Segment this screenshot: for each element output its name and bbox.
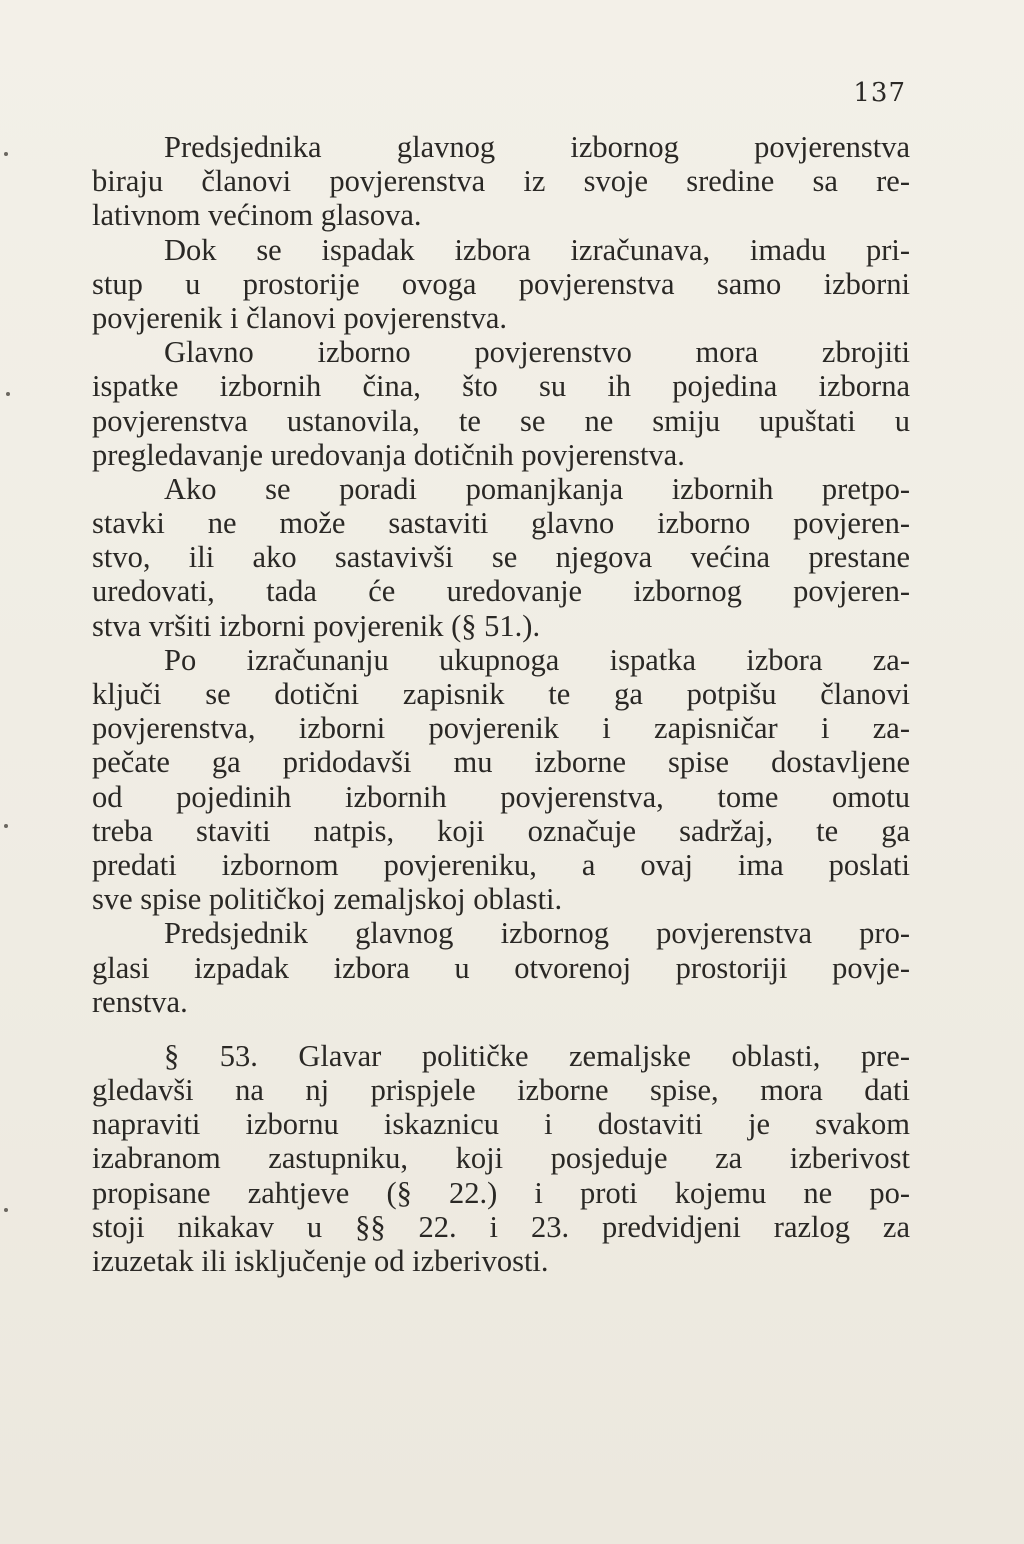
text-line: stva vršiti izborni povjerenik (§ 51.).: [92, 608, 541, 643]
paragraph: [92, 643, 910, 917]
text-line: povjerenstva ustanovila, te se ne smiju upuštati u: [92, 403, 910, 438]
text-line: pregledavanje uredovanja dotičnih povjerenstva.: [92, 437, 685, 472]
page-number: 137: [853, 78, 906, 108]
text-line: propisane zahtjeve (§ 22.) i proti kojemu ne po-: [92, 1175, 910, 1210]
text-line: Dok se ispadak izbora izračunava, imadu pri-: [164, 232, 910, 267]
text-line: Predsjednika glavnog izbornog povjerenstva: [164, 130, 910, 164]
text-line: biraju članovi povjerenstva iz svoje sredine sa re-: [92, 164, 910, 199]
text-line: stvo, ili ako sastavivši se njegova većina prestane: [92, 540, 910, 575]
paragraph: [92, 130, 910, 233]
text-line: napraviti izbornu iskaznicu i dostaviti je svakom: [92, 1107, 910, 1142]
text-line: povjerenstva, izborni povjerenik i zapisničar i za-: [92, 711, 910, 746]
section-paragraph: [92, 1039, 910, 1278]
margin-mark: [4, 824, 8, 828]
text-line: ispatke izbornih čina, što su ih pojedina izborna: [92, 369, 910, 404]
text-line: renstva.: [92, 984, 188, 1019]
text-line: Ako se poradi pomanjkanja izbornih pretpo-: [164, 471, 910, 506]
text-line: izuzetak ili isključenje od izberivosti.: [92, 1244, 549, 1278]
text-line: ključi se dotični zapisnik te ga potpišu članovi: [92, 677, 910, 711]
body-text: [92, 130, 910, 1278]
text-line: Po izračunanju ukupnoga ispatka izbora za-: [164, 642, 910, 677]
paragraph: [92, 335, 910, 472]
text-line: stavki ne može sastaviti glavno izborno povjeren-: [92, 506, 910, 541]
margin-mark: [4, 152, 8, 156]
text-line: gledavši na nj prispjele izborne spise, mora dati: [92, 1073, 910, 1108]
text-line: glasi izpadak izbora u otvorenoj prostoriji povje-: [92, 950, 910, 985]
paragraph: [92, 916, 910, 1019]
text-line: Glavno izborno povjerenstvo mora zbrojiti: [164, 335, 910, 370]
text-line: pečate ga pridodavši mu izborne spise dostavljene: [92, 745, 910, 780]
text-line: od pojedinih izbornih povjerenstva, tome omotu: [92, 779, 910, 814]
text-line: § 53. Glavar političke zemaljske oblasti, pre-: [164, 1038, 910, 1073]
paragraph: [92, 233, 910, 336]
text-line: izabranom zastupniku, koji posjeduje za izberivost: [92, 1141, 910, 1176]
text-line: stup u prostorije ovoga povjerenstva samo izborni: [92, 266, 910, 301]
text-line: lativnom većinom glasova.: [92, 198, 422, 233]
text-line: Predsjednik glavnog izbornog povjerenstva pro-: [164, 916, 910, 951]
paragraph: [92, 472, 910, 643]
text-line: sve spise političkoj zemaljskoj oblasti.: [92, 882, 563, 917]
margin-mark: [6, 392, 10, 396]
text-line: stoji nikakav u §§ 22. i 23. predvidjeni razlog za: [92, 1209, 910, 1244]
margin-mark: [4, 1208, 8, 1212]
text-line: predati izbornom povjereniku, a ovaj ima poslati: [92, 847, 910, 882]
text-line: povjerenik i članovi povjerenstva.: [92, 300, 508, 335]
text-line: treba staviti natpis, koji označuje sadržaj, te ga: [92, 813, 910, 848]
text-line: uredovati, tada će uredovanje izbornog povjeren-: [92, 574, 910, 609]
